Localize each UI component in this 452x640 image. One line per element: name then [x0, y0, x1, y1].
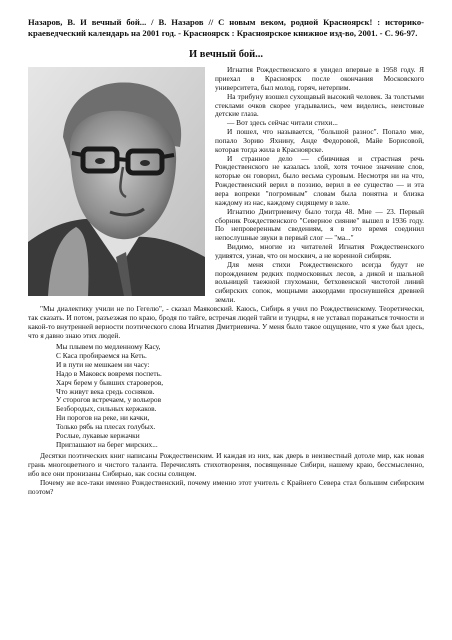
poem-line: Харч берем у бывших староверов, [56, 377, 164, 387]
poem-line: Мы плывем по медленному Касу, [56, 342, 161, 352]
poem-line: Что живут века средь сосняков. [56, 386, 155, 396]
paragraph: — Вот здесь сейчас читали стихи... [227, 118, 338, 128]
paragraph: Видимо, многие из читателей Игнатия Рождественского удивятся, узнав, что он москвич, а не коренной сибиряк. [215, 242, 424, 260]
poem-line: И в пути не мешкаем ни часу: [56, 360, 150, 370]
paragraph: И странное дело — сбивчивая и страстная речь Рождественского не казалась злой, хотя точное значение слов, которые он говорил, было весьма суровым. Несмотря ни на что, Рождественский верил в поэзию, верил в ее существо — и эта вера вопреки "погромным" словам была понятна и близка каждому из нас, каждому сидящему в зале. [215, 153, 424, 207]
paragraph: Почему же все-таки именно Рождественский, почему именно этот учитель с Крайнего Севера стал большим сибирским поэтом? [28, 478, 424, 496]
poem-line: У сторогов встречаем, у вольеров [56, 395, 162, 405]
paragraph: И пошел, что называется, "большой разнос". Попало мне, попало Зорию Яхнину, Анде Федоровой, Майе Борисовой, которая тогда жила в Красноярске. [215, 127, 424, 154]
poem-excerpt [56, 343, 424, 449]
portrait-photo-icon [28, 67, 205, 296]
poem-line: Надо в Маковск вовремя поспеть. [56, 368, 162, 378]
poem-line: С Каса пробираемся на Кеть. [56, 351, 147, 361]
paragraph: Игнатию Дмитриевичу было тогда 48. Мне — 23. Первый сборник Рождественского "Северное сияние" вышел в 1936 году. По непроверенным сведениям, я в это время соединил непослушные звуки в первый слог — "ма..." [215, 206, 424, 243]
bibliographic-citation: Назаров, В. И вечный бой... / В. Назаров // С новым веком, родной Красноярск! : историко-краеведческий календарь на 2001 год. - Красноярск : Красноярское книжное изд-во, 2001. - С. 96-97. [28, 17, 424, 38]
poem-line: Приглашают на берег мирских... [56, 439, 158, 449]
paragraph: Для меня стихи Рождественского всегда будут не порождением редких подмосковных лесов, а дикой и шальной вольницей таежной глухомани, бетховенской чистотой линий сибирских сопок, мощными аккордами проснувшейся древней земли. [215, 259, 424, 305]
paragraph: Десятки поэтических книг написаны Рождественским. И каждая из них, как дверь в неизвестный дотоле мир, как новая грань многоцветного и чистого таланта. Перечислять стихотворения, посвященные Сибири, нашему краю, бессмысленно, ибо все они пронизаны Сибирью, как сосны солнцем. [28, 451, 424, 479]
poem-line: Рослые, лукавые кержачки [56, 430, 140, 440]
portrait-photo [28, 67, 205, 296]
article-title: И вечный бой... [189, 49, 263, 61]
poem-line: Безбородых, сильных кержаков. [56, 404, 157, 414]
paragraph: "Мы диалектику учили не по Гегелю", - сказал Маяковский. Каюсь, Сибирь я учил по Рождественскому. Теоретически, так сказать. И потом, разъезжая по краю, бродя по тайге, встречая людей тайги и тундры, я не уставал поражаться точности и какой-то внутренней верности поэтического слова Игнатия Дмитриевича. У меня было такое ощущение, что я уже был здесь, что я давно знаю этих людей. [28, 303, 424, 340]
paragraph: Игнатия Рождественского я увидел впервые в 1958 году. Я приехал в Красноярск после окончания Московского университета, был молод, горяч, нетерпим. [215, 65, 424, 92]
article-body [28, 66, 424, 497]
poem-line: Ни порогов на реке, ни качки, [56, 413, 150, 423]
poem-line: Только рябь на плесах голубых. [56, 421, 156, 431]
paragraph: На трибуну взошел сухощавый высокий человек. За толстыми стеклами очков скорее угадывались, чем виделись, неистовые детские глаза. [215, 91, 424, 119]
